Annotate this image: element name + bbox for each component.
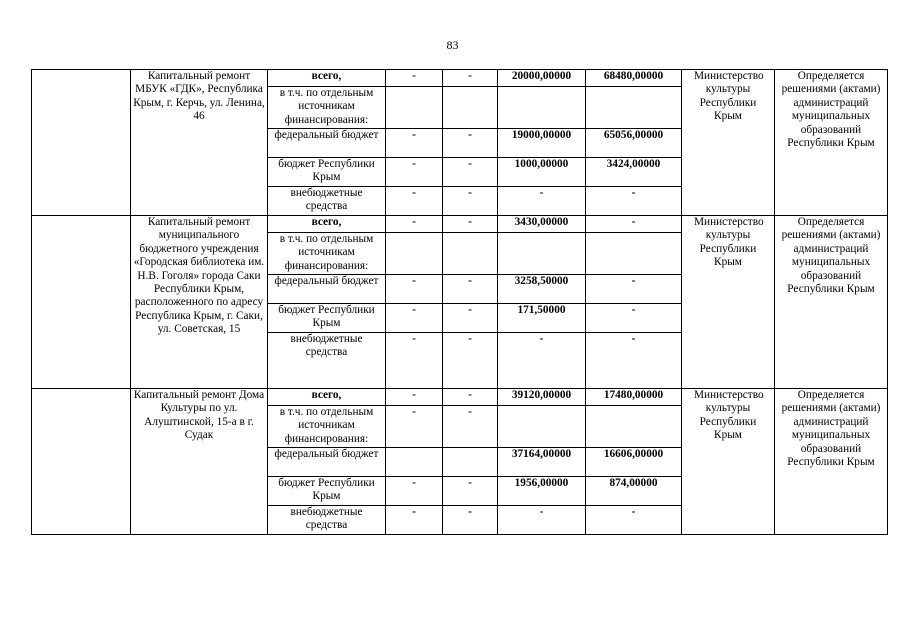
object-name-cell: Капитальный ремонт муниципального бюджетного учреждения «Городская библиотека им. Н.В. Гоголя» города Саки Республики Крым, расположенного по адресу Республика Крым, г. Саки, ул. Советская, 15	[131, 216, 268, 389]
amount-cell-c3: 37164,00000	[498, 448, 586, 477]
amount-cell-c1: -	[386, 158, 443, 187]
amount-cell-c4	[586, 406, 682, 448]
funding-source-cell: федеральный бюджет	[268, 129, 386, 158]
funding-source-cell: бюджет Республики Крым	[268, 158, 386, 187]
amount-cell-c3: 19000,00000	[498, 129, 586, 158]
amount-cell-c2: -	[443, 389, 498, 406]
object-name-cell: Капитальный ремонт Дома Культуры по ул. Алуштинской, 15-а в г. Судак	[131, 389, 268, 535]
amount-cell-c1: -	[386, 70, 443, 87]
funding-source-cell: внебюджетные средства	[268, 187, 386, 216]
amount-cell-c2	[443, 87, 498, 129]
row-number-cell	[32, 70, 131, 216]
budget-table	[31, 69, 888, 535]
table-row	[32, 70, 888, 87]
amount-cell-c2: -	[443, 216, 498, 233]
funding-source-cell: внебюджетные средства	[268, 333, 386, 389]
object-name-cell: Капитальный ремонт МБУК «ГДК», Республика Крым, г. Керчь, ул. Ленина, 46	[131, 70, 268, 216]
amount-cell-c3	[498, 406, 586, 448]
amount-cell-c3: 171,50000	[498, 304, 586, 333]
amount-cell-c4: -	[586, 216, 682, 233]
amount-cell-c4: 3424,00000	[586, 158, 682, 187]
row-number-cell	[32, 216, 131, 389]
amount-cell-c3: -	[498, 187, 586, 216]
amount-cell-c1: -	[386, 333, 443, 389]
funding-source-cell: всего,	[268, 70, 386, 87]
amount-cell-c1: -	[386, 477, 443, 506]
amount-cell-c2: -	[443, 406, 498, 448]
budget-table-body	[32, 70, 888, 535]
determination-cell: Определяется решениями (актами) администраций муниципальных образований Республики Крым	[775, 389, 888, 535]
amount-cell-c4: -	[586, 275, 682, 304]
amount-cell-c3	[498, 233, 586, 275]
funding-source-cell: федеральный бюджет	[268, 448, 386, 477]
determination-cell: Определяется решениями (актами) администраций муниципальных образований Республики Крым	[775, 70, 888, 216]
amount-cell-c4: 68480,00000	[586, 70, 682, 87]
ministry-cell: Министерство культуры Республики Крым	[682, 70, 775, 216]
funding-source-cell: внебюджетные средства	[268, 506, 386, 535]
amount-cell-c3: -	[498, 333, 586, 389]
funding-source-cell: всего,	[268, 216, 386, 233]
amount-cell-c2: -	[443, 70, 498, 87]
amount-cell-c1: -	[386, 304, 443, 333]
amount-cell-c1: -	[386, 406, 443, 448]
funding-source-cell: в т.ч. по отдельным источникам финансирования:	[268, 233, 386, 275]
amount-cell-c1: -	[386, 187, 443, 216]
amount-cell-c1: -	[386, 506, 443, 535]
amount-cell-c1: -	[386, 275, 443, 304]
ministry-cell: Министерство культуры Республики Крым	[682, 389, 775, 535]
amount-cell-c1: -	[386, 389, 443, 406]
amount-cell-c3: 1956,00000	[498, 477, 586, 506]
funding-source-cell: всего,	[268, 389, 386, 406]
amount-cell-c2	[443, 448, 498, 477]
amount-cell-c3: 3258,50000	[498, 275, 586, 304]
amount-cell-c3: -	[498, 506, 586, 535]
determination-cell: Определяется решениями (актами) администраций муниципальных образований Республики Крым	[775, 216, 888, 389]
amount-cell-c4: 17480,00000	[586, 389, 682, 406]
funding-source-cell: в т.ч. по отдельным источникам финансирования:	[268, 406, 386, 448]
amount-cell-c4: -	[586, 187, 682, 216]
amount-cell-c1	[386, 87, 443, 129]
table-row	[32, 216, 888, 233]
amount-cell-c4: 65056,00000	[586, 129, 682, 158]
amount-cell-c4	[586, 87, 682, 129]
amount-cell-c2: -	[443, 275, 498, 304]
amount-cell-c4: -	[586, 333, 682, 389]
amount-cell-c3: 20000,00000	[498, 70, 586, 87]
amount-cell-c2	[443, 233, 498, 275]
amount-cell-c1	[386, 233, 443, 275]
ministry-cell: Министерство культуры Республики Крым	[682, 216, 775, 389]
row-number-cell	[32, 389, 131, 535]
amount-cell-c2: -	[443, 333, 498, 389]
funding-source-cell: в т.ч. по отдельным источникам финансирования:	[268, 87, 386, 129]
funding-source-cell: бюджет Республики Крым	[268, 304, 386, 333]
amount-cell-c3: 39120,00000	[498, 389, 586, 406]
funding-source-cell: бюджет Республики Крым	[268, 477, 386, 506]
amount-cell-c2: -	[443, 158, 498, 187]
amount-cell-c4: 874,00000	[586, 477, 682, 506]
amount-cell-c1: -	[386, 129, 443, 158]
amount-cell-c2: -	[443, 477, 498, 506]
amount-cell-c4: -	[586, 304, 682, 333]
page-number: 83	[446, 38, 459, 52]
table-row	[32, 389, 888, 406]
amount-cell-c2: -	[443, 129, 498, 158]
amount-cell-c3: 1000,00000	[498, 158, 586, 187]
amount-cell-c2: -	[443, 304, 498, 333]
amount-cell-c1	[386, 448, 443, 477]
amount-cell-c2: -	[443, 187, 498, 216]
amount-cell-c4: 16606,00000	[586, 448, 682, 477]
amount-cell-c4: -	[586, 506, 682, 535]
funding-source-cell: федеральный бюджет	[268, 275, 386, 304]
amount-cell-c3	[498, 87, 586, 129]
amount-cell-c4	[586, 233, 682, 275]
amount-cell-c3: 3430,00000	[498, 216, 586, 233]
amount-cell-c2: -	[443, 506, 498, 535]
amount-cell-c1: -	[386, 216, 443, 233]
